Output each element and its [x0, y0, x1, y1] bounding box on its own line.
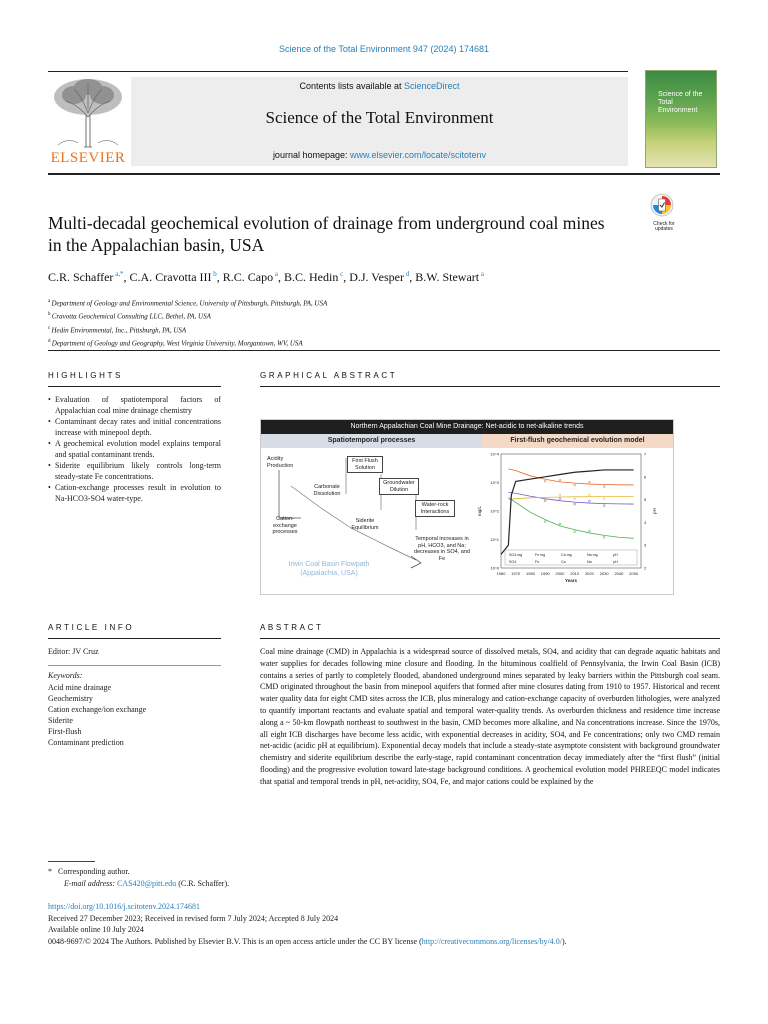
- author-affiliation-marker[interactable]: a,*: [113, 270, 124, 278]
- cover-title: Science of the Total Environment: [658, 91, 703, 114]
- email-link[interactable]: CAS420@pitt.edu: [117, 879, 177, 888]
- ga-water-rock-box: Water-rock Interactions: [415, 500, 455, 517]
- affiliation-item: [48, 336, 718, 349]
- ga-x-tick-label: 1970: [511, 571, 521, 576]
- ga-y-tick-label: 10^0: [490, 565, 499, 571]
- ga-cation-label: Cation-exchange processes: [272, 516, 298, 535]
- ga-spatiotemporal-heading: Spatiotemporal processes: [261, 434, 482, 448]
- header-bottom-rule: [48, 173, 720, 175]
- affiliation-marker: a: [48, 299, 52, 304]
- author-affiliation-marker[interactable]: d: [403, 270, 410, 278]
- ga-legend-entry: SO4: [509, 560, 517, 564]
- ga-y-tick-label: 10^3: [490, 480, 499, 485]
- ga-acidity-label: Acidity Production: [267, 456, 294, 469]
- keyword-item[interactable]: First-flush: [48, 727, 82, 736]
- ga-x-tick-label: 2020: [584, 571, 594, 576]
- highlight-item: • A geochemical evolution model explains temporal and spatial contaminant trends.: [48, 439, 221, 460]
- author-affiliation-marker[interactable]: a: [479, 270, 484, 278]
- keywords-list: [48, 682, 146, 748]
- author-name[interactable]: B.C. Hedin: [283, 270, 339, 284]
- graphical-abstract-heading: GRAPHICAL ABSTRACT: [260, 371, 398, 380]
- ga-y2-tick-label: 2: [644, 565, 647, 571]
- affiliation-text: Cravotta Geochemical Consulting LLC, Bethel, PA, USA: [51, 312, 211, 321]
- ga-y-tick-label: 10^4: [490, 451, 499, 457]
- affiliation-text: Department of Geology and Environmental Science, University of Pittsburgh, Pittsburgh, PA, USA: [51, 299, 328, 308]
- article-info-rule: [48, 638, 221, 639]
- keyword-item[interactable]: Contaminant prediction: [48, 738, 124, 747]
- header-top-rule: [48, 71, 628, 72]
- elsevier-logo[interactable]: [48, 75, 128, 167]
- abstract-rule: [260, 638, 720, 639]
- license-suffix: ).: [562, 936, 567, 946]
- graphical-abstract-figure[interactable]: [260, 419, 674, 595]
- ga-x-tick-label: 2010: [570, 571, 580, 576]
- author-name[interactable]: C.R. Schaffer: [48, 270, 114, 284]
- homepage-prefix: journal homepage:: [272, 150, 350, 160]
- ga-flow-arrow: [279, 470, 291, 518]
- editor-line: Editor: JV Cruz: [48, 647, 99, 656]
- crossmark-label: Check for updates: [653, 221, 675, 232]
- ga-legend-entry: Fe mg: [535, 553, 546, 557]
- email-label: E-mail address:: [64, 879, 116, 888]
- sciencedirect-link[interactable]: ScienceDirect: [404, 81, 460, 91]
- ga-carbonate-label: Carbonate Dissolution: [313, 484, 341, 497]
- ga-temporal-label: Temporal increases in pH, HCO3, and Na; decreases in SO4, and Fe: [414, 536, 470, 562]
- ga-groundwater-box: Groundwater Dilution: [379, 478, 419, 495]
- ga-x-tick-label: 1980: [526, 571, 535, 576]
- journal-homepage-link[interactable]: www.elsevier.com/locate/scitotenv: [350, 150, 487, 160]
- ga-legend-entry: Na mg: [587, 553, 598, 557]
- ga-x-axis-label: Years: [564, 578, 578, 583]
- ga-x-tick-label: 2040: [614, 571, 624, 576]
- keywords-title: Keywords:: [48, 671, 83, 680]
- corresponding-author-note: [48, 866, 229, 878]
- highlight-item: • Evaluation of spatiotemporal factors of Appalachian coal mine drainage chemistry: [48, 395, 221, 416]
- ga-y2-tick-label: 4: [644, 519, 647, 525]
- email-suffix: (C.R. Schaffer).: [178, 879, 230, 888]
- check-for-updates-badge[interactable]: [650, 193, 678, 232]
- journal-reference-link[interactable]: Science of the Total Environment 947 (2024) 174681: [279, 44, 489, 54]
- ga-process-diagram: [279, 458, 421, 568]
- ga-x-tick-label: 2030: [599, 571, 609, 576]
- affiliation-rule: [48, 350, 720, 351]
- ga-legend-entry: Ca: [561, 560, 566, 564]
- ga-y2-tick-label: 5: [644, 497, 647, 503]
- crossmark-icon: [650, 193, 674, 217]
- author-name[interactable]: B.W. Stewart: [415, 270, 480, 284]
- highlights-rule: [48, 386, 221, 387]
- ga-y-tick-label: 10^1: [490, 537, 499, 542]
- elsevier-tree-icon: [48, 75, 128, 149]
- footnote-rule: [48, 861, 95, 862]
- affiliation-marker: c: [48, 325, 52, 331]
- affiliation-item: [48, 323, 718, 336]
- license-line: [48, 936, 728, 948]
- ga-y2-tick-label: 6: [644, 474, 647, 480]
- ga-y2-tick-label: 7: [644, 451, 647, 457]
- article-info-heading: ARTICLE INFO: [48, 623, 135, 632]
- ga-first-flush-box: First Flush Solution: [347, 456, 383, 473]
- ga-flowpath-label: Irwin Coal Basin Flowpath (Appalachia, USA): [288, 561, 370, 577]
- keyword-item[interactable]: Acid mine drainage: [48, 683, 112, 692]
- highlight-item: • Cation-exchange processes result in evolution to Na-HCO3-SO4 water-type.: [48, 483, 221, 504]
- ga-y2-axis-label: pH: [652, 508, 657, 514]
- ga-banner-title: Northern Appalachian Coal Mine Drainage: Net-acidic to net-alkaline trends: [261, 420, 673, 434]
- author-name[interactable]: D.J. Vesper: [349, 270, 404, 284]
- email-note: [48, 878, 229, 890]
- abstract-heading: ABSTRACT: [260, 623, 324, 632]
- keyword-item[interactable]: Siderite: [48, 716, 73, 725]
- author-affiliation-marker[interactable]: c: [338, 270, 344, 278]
- doi-link[interactable]: https://doi.org/10.1016/j.scitotenv.2024.174681: [48, 902, 200, 911]
- affiliation-marker: d: [48, 338, 52, 344]
- ga-legend-entry: SO4 mg: [509, 553, 523, 557]
- affiliation-item: [48, 296, 718, 309]
- affiliation-item: [48, 309, 718, 322]
- author-affiliation-marker[interactable]: b: [211, 270, 217, 278]
- ga-model-heading: First-flush geochemical evolution model: [482, 434, 673, 448]
- ga-legend-entry: pH: [613, 553, 618, 557]
- ga-legend-entry: Ca mg: [561, 553, 572, 557]
- highlight-item: • Contaminant decay rates and initial concentrations increase with minepool depth.: [48, 417, 221, 438]
- highlights-list: [48, 395, 221, 505]
- ga-legend-entry: Fe: [535, 560, 540, 564]
- affiliation-marker: b: [48, 312, 52, 318]
- received-dates: Received 27 December 2023; Received in revised form 7 July 2024; Accepted 8 July 2024: [48, 913, 339, 923]
- author-name[interactable]: C.A. Cravotta III: [129, 270, 212, 284]
- homepage-line: [131, 150, 628, 160]
- keyword-item[interactable]: Geochemistry: [48, 694, 93, 703]
- license-link[interactable]: http://creativecommons.org/licenses/by/4.0/: [421, 936, 563, 946]
- ga-y-tick-label: 10^2: [490, 508, 499, 514]
- affiliation-text: Hedin Environmental, Inc., Pittsburgh, PA, USA: [51, 325, 187, 334]
- journal-banner: [131, 77, 628, 166]
- keyword-item[interactable]: Cation exchange/ion exchange: [48, 705, 147, 714]
- abstract-text: Coal mine drainage (CMD) in Appalachia is a widespread source of dissolved metals, SO4, and acidity that can degrade aquatic habitats and water supplies for decades following mine closure and flooding. In the bituminous coalfield of Pennsylvania, the Irwin Coal Basin (ICB) contains a series of partly to completely flooded, abandoned underground mines separated by leaky barriers within the Pittsburgh coal seam. CMD originated throughout the basin from minepool aquifers that formed after mine closures dating from 1910 to 1957. Historical and recent water quality data for eight CMD sites across the ICB, plus mineralogy and cation-exchange capacity of overburden lithologies, were analyzed to quantify important reactants and evaluate spatial and temporal water-quality trends. As overburden thickness and residence time increase along a ~ 50-km flowpath northeast to southwest in the basin, CMD becomes more alkaline, and Na concentrations increase. Since the 1970s, all eight ICB discharges have become less acidic, with exponential decreases in acidity, SO4, and Fe concentrations; only two CMD remain net-acidic (acidic pH at equilibrium). Exponential decay models that include a steady-state asymptote consistent with background groundwater chemistry and siderite equilibrium describe the early-stage, rapid contaminant concentration decay immediately after the “first flush” (initial flooding) and the progressive evolution toward late-stage background conditions. A geochemical evolution model PHREEQC model indicates that spatial and temporal trends in pH, net-acidity, SO4, Fe, and major cations could be explained by the: [260, 647, 720, 786]
- author-affiliation-marker[interactable]: a: [273, 270, 278, 278]
- ga-y-axis-label: mg/L: [477, 505, 482, 517]
- ga-x-tick-label: 2000: [555, 571, 565, 576]
- online-date: Available online 10 July 2024: [48, 925, 144, 934]
- license-prefix: 0048-9697/© 2024 The Authors. Published by Elsevier B.V. This is an open access article under the CC BY license (: [48, 936, 422, 946]
- contents-line: [131, 81, 628, 91]
- affiliation-text: Department of Geology and Geography, West Virginia University, Morgantown, WV, USA: [51, 339, 303, 348]
- journal-name: Science of the Total Environment: [265, 108, 494, 127]
- highlights-heading: HIGHLIGHTS: [48, 371, 123, 380]
- ga-x-tick-label: 1990: [540, 571, 550, 576]
- graphical-abstract-rule: [260, 386, 720, 387]
- affiliation-list: [48, 296, 718, 349]
- keywords-rule: [48, 665, 221, 666]
- ga-legend-entry: pH: [613, 560, 618, 564]
- author-name[interactable]: R.C. Capo: [222, 270, 274, 284]
- footnote-star: *: [48, 867, 52, 876]
- ga-y2-tick-label: 3: [644, 542, 647, 548]
- footnotes: [48, 866, 229, 890]
- corresponding-author-text: Corresponding author.: [58, 867, 130, 876]
- journal-cover-thumbnail[interactable]: [645, 70, 717, 168]
- highlight-item: • Siderite equilibrium likely controls long-term steady-state Fe concentrations.: [48, 461, 221, 482]
- publication-info: [48, 901, 728, 947]
- contents-prefix: Contents lists available at: [299, 81, 405, 91]
- ga-siderite-label: Siderite Equilibrium: [351, 518, 379, 531]
- publisher-name: ELSEVIER: [50, 150, 126, 166]
- author-list: C.R. Schaffer $^{a,*}$, C.A. Cravotta III $^b$, R.C. Capo $^a$, B.C. Hedin $^c$, D.J. Vesper $^d$, B.W. Stewart $^a$: [48, 270, 484, 284]
- article-title: Multi-decadal geochemical evolution of drainage from underground coal mines in the Appalachian basin, USA: [48, 213, 605, 255]
- ga-x-tick-label: 1960: [496, 571, 506, 576]
- ga-legend-entry: Na: [587, 560, 592, 564]
- ga-x-tick-label: 2050: [629, 571, 639, 576]
